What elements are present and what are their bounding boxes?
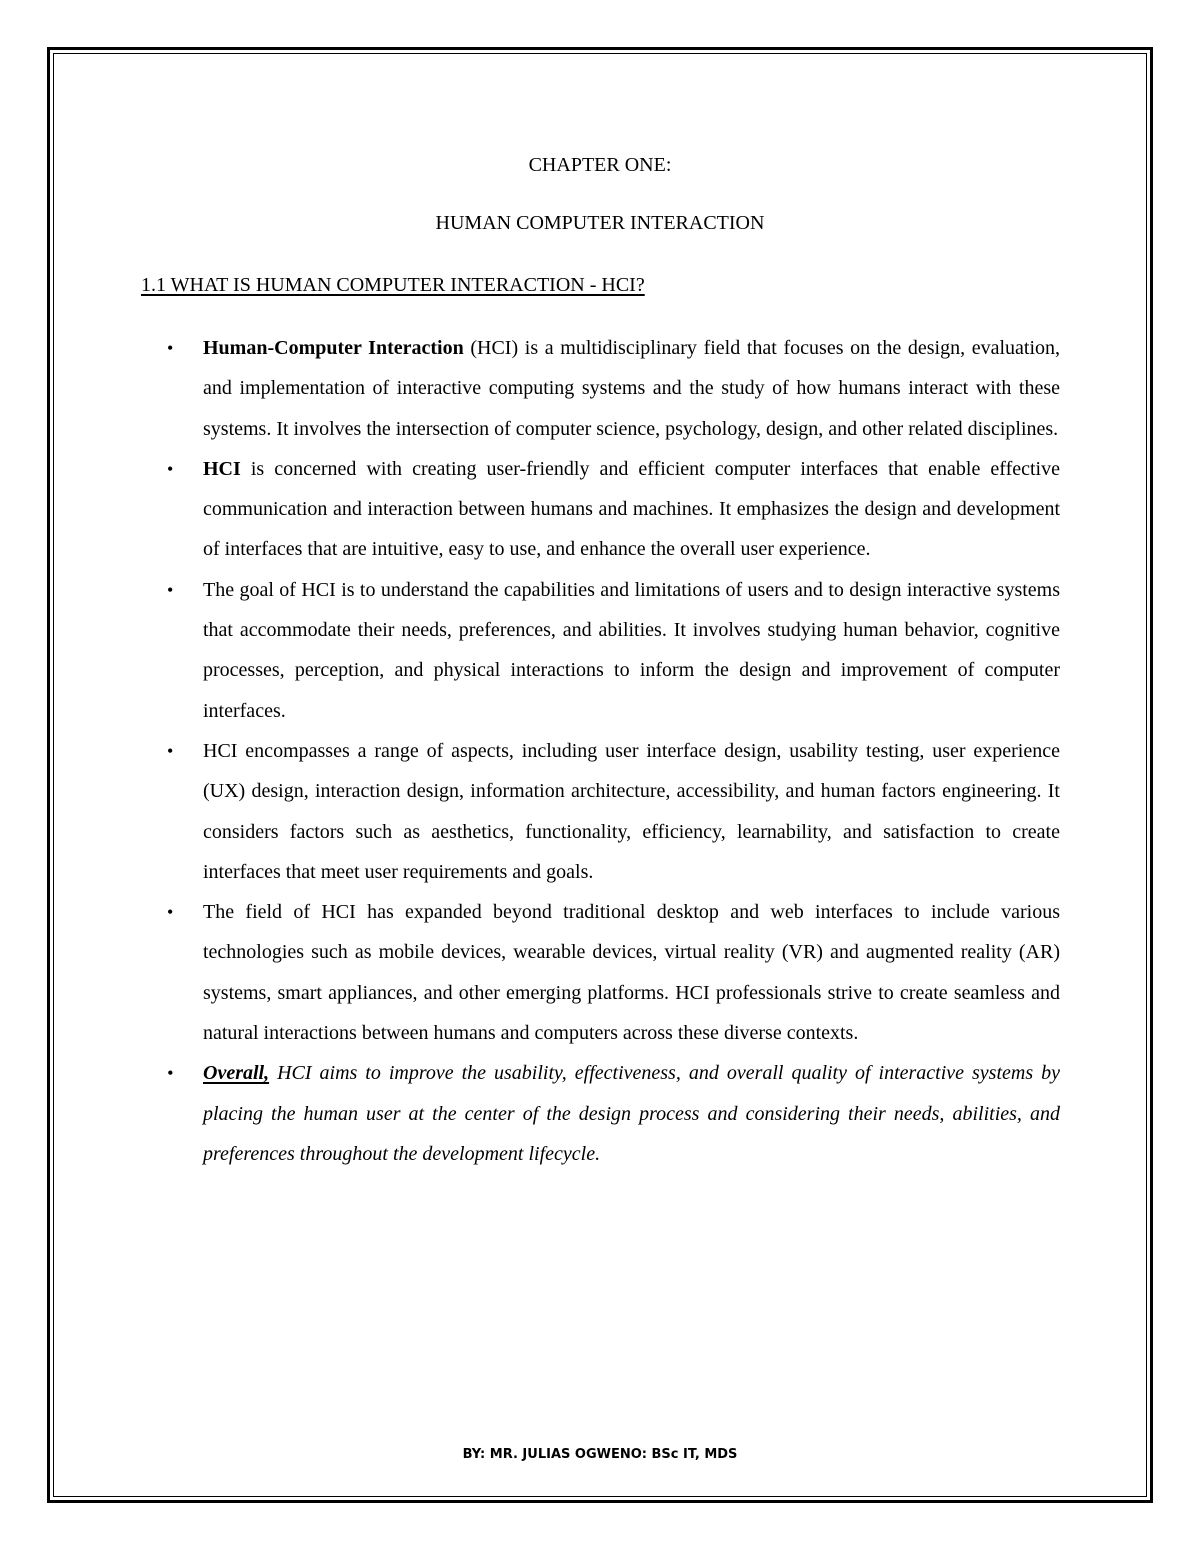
bullet-item-hci-goal — [163, 570, 1060, 731]
bullet-text: is concerned with creating user-friendly and efficient computer interfaces that enable effective communication and interaction between humans and machines. It emphasizes the design and development of interfaces that are intuitive, easy to use, and enhance the overall user experience. — [203, 457, 1060, 561]
bullet-icon: • — [167, 902, 174, 923]
bullet-text: HCI aims to improve the usability, effectiveness, and overall quality of interactive systems by placing the human user at the center of the design process and considering their needs, abilities, and preferences throughout the development lifecycle. — [203, 1062, 1060, 1165]
bullet-lead: Overall, — [203, 1062, 270, 1085]
bullet-icon: • — [167, 740, 174, 761]
chapter-subtitle: HUMAN COMPUTER INTERACTION — [435, 212, 765, 234]
bullet-text: (HCI) is a multidisciplinary field that focuses on the design, evaluation, and implementation of interactive computing systems and the study of how humans interact with these systems. It involves the intersection of computer science, psychology, design, and other related disciplines. — [203, 337, 1061, 440]
bullet-icon: • — [167, 338, 174, 358]
section-heading: 1.1 WHAT IS HUMAN COMPUTER INTERACTION - HCI? — [141, 274, 645, 296]
chapter-title: CHAPTER ONE: — [528, 154, 672, 176]
bullet-icon: • — [167, 458, 174, 479]
bullet-icon: • — [167, 579, 174, 600]
bullet-text: HCI encompasses a range of aspects, including user interface design, usability testing, user experience (UX) design, interaction design, information architecture, accessibility, and human factors engineering. It considers factors such as aesthetics, functionality, efficiency, learnability, and satisfaction to create interfaces that meet user requirements and goals. — [203, 739, 1060, 883]
footer-author: BY: MR. JULIAS OGWENO: BSc IT, MDS — [462, 1447, 738, 1462]
bullet-text: The goal of HCI is to understand the capabilities and limitations of users and to design interactive systems that accommodate their needs, preferences, and abilities. It involves studying human behavior, cognitive processes, perception, and physical interactions to inform the design and improvement of computer interfaces. — [203, 578, 1060, 722]
bullet-item-hci-aspects — [163, 731, 1060, 892]
bullet-lead: Human-Computer Interaction — [203, 337, 464, 359]
bullet-item-hci-overall — [163, 1053, 1060, 1174]
bullet-item-hci-definition — [163, 328, 1060, 449]
bullet-list — [163, 328, 1060, 1174]
bullet-lead: HCI — [203, 457, 241, 480]
bullet-item-hci-concern — [163, 449, 1060, 570]
bullet-item-hci-field — [163, 892, 1060, 1053]
bullet-text: The field of HCI has expanded beyond traditional desktop and web interfaces to include various technologies such as mobile devices, wearable devices, virtual reality (VR) and augmented reality (AR) systems, smart appliances, and other emerging platforms. HCI professionals strive to create seamless and natural interactions between humans and computers across these diverse contexts. — [203, 901, 1060, 1045]
bullet-icon: • — [167, 1063, 174, 1084]
